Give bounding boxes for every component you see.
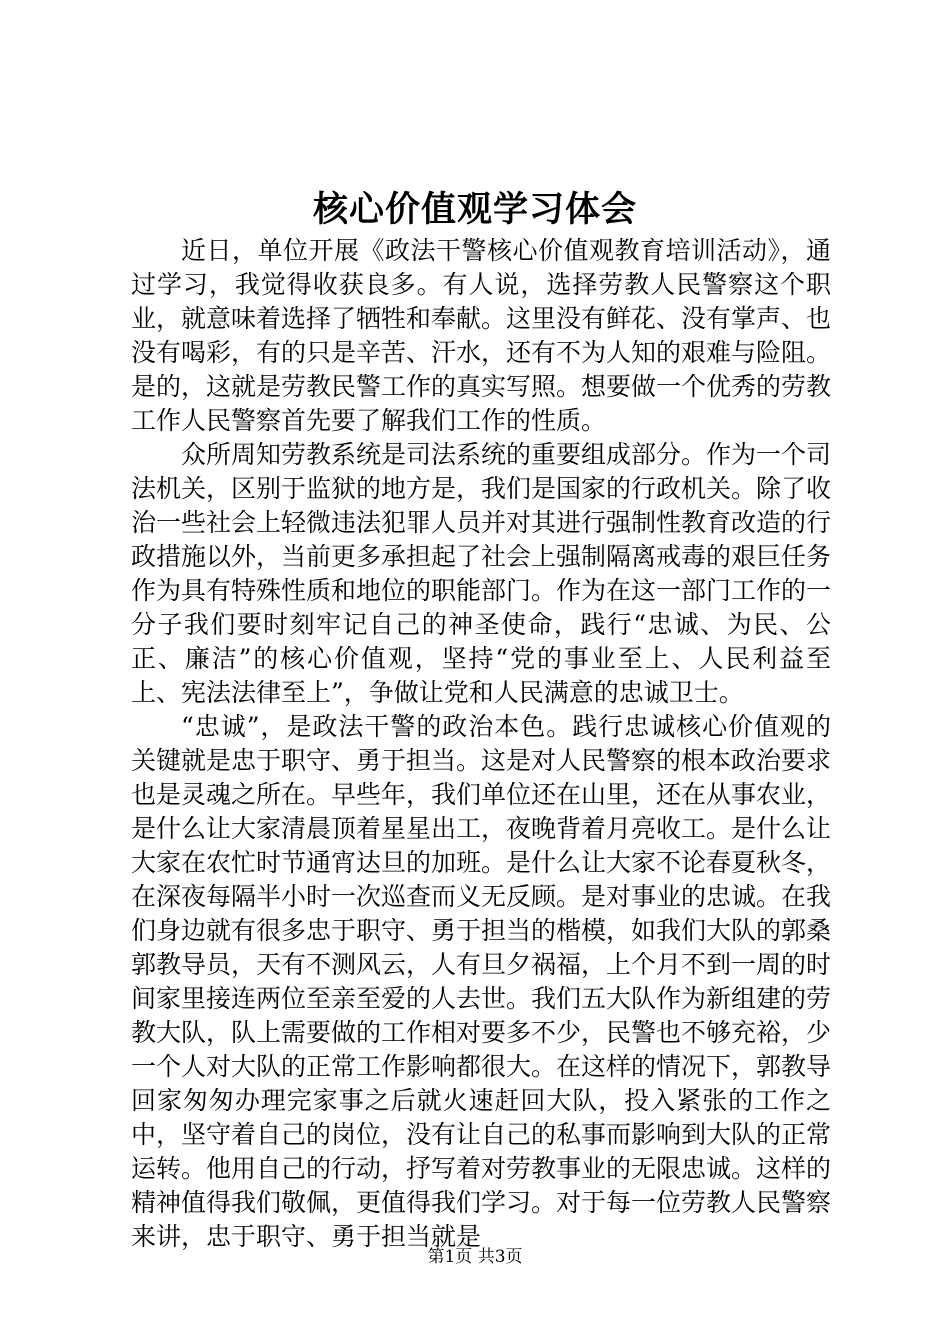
paragraph-1: 近日，单位开展《政法干警核心价值观教育培训活动》，通过学习，我觉得收获良多。有人说，选择劳教人民警察这个职业，就意味着选择了牺牲和奉献。这里没有鲜花、没有掌声、也没有喝彩，有的只是辛苦、汗水，还有不为人知的艰难与险阻。是的，这就是劳教民警工作的真实写照。想要做一个优秀的劳教工作人民警察首先要了解我们工作的性质。 <box>131 236 832 435</box>
document-title: 核心价值观学习体会 <box>312 189 637 230</box>
paragraph-3: “忠诚”，是政法干警的政治本色。践行忠诚核心价值观的关键就是忠于职守、勇于担当。这是对人民警察的根本政治要求也是灵魂之所在。早些年，我们单位还在山里，还在从事农业，是什么让大家清晨顶着星星出工，夜晚背着月亮收工。是什么让大家在农忙时节通宵达旦的加班。是什么让大家不论春夏秋冬，在深夜每隔半小时一次巡查而义无反顾。是对事业的忠诚。在我们身边就有很多忠于职守、勇于担当的楷模，如我们大队的郭桑郭教导员，天有不测风云，人有旦夕祸福，上个月不到一周的时间家里接连两位至亲至爱的人去世。我们五大队作为新组建的劳教大队，队上需要做的工作相对要多不少，民警也不够充裕，少一个人对大队的正常工作影响都很大。在这样的情况下，郭教导回家匆匆办理完家事之后就火速赶回大队，投入紧张的工作之中，坚守着自己的岗位，没有让自己的私事而影响到大队的正常运转。他用自己的行动，抒写着对劳教事业的无限忠诚。这样的精神值得我们敬佩，更值得我们学习。对于每一位劳教人民警察来讲，忠于职守、勇于担当就是 <box>131 712 832 1251</box>
document-body <box>131 234 831 1254</box>
paragraph-2: 众所周知劳教系统是司法系统的重要组成部分。作为一个司法机关，区别于监狱的地方是，我们是国家的行政机关。除了收治一些社会上轻微违法犯罪人员并对其进行强制性教育改造的行政措施以外，当前更多承担起了社会上强制隔离戒毒的艰巨任务作为具有特殊性质和地位的职能部门。作为在这一部门工作的一分子我们要时刻牢记自己的神圣使命，践行“忠诚、为民、公正、廉洁”的核心价值观，坚持“党的事业至上、人民利益至上、宪法法律至上”，争做让党和人民满意的忠诚卫士。 <box>131 440 832 707</box>
page-number: 第1页 共3页 <box>427 1247 523 1267</box>
